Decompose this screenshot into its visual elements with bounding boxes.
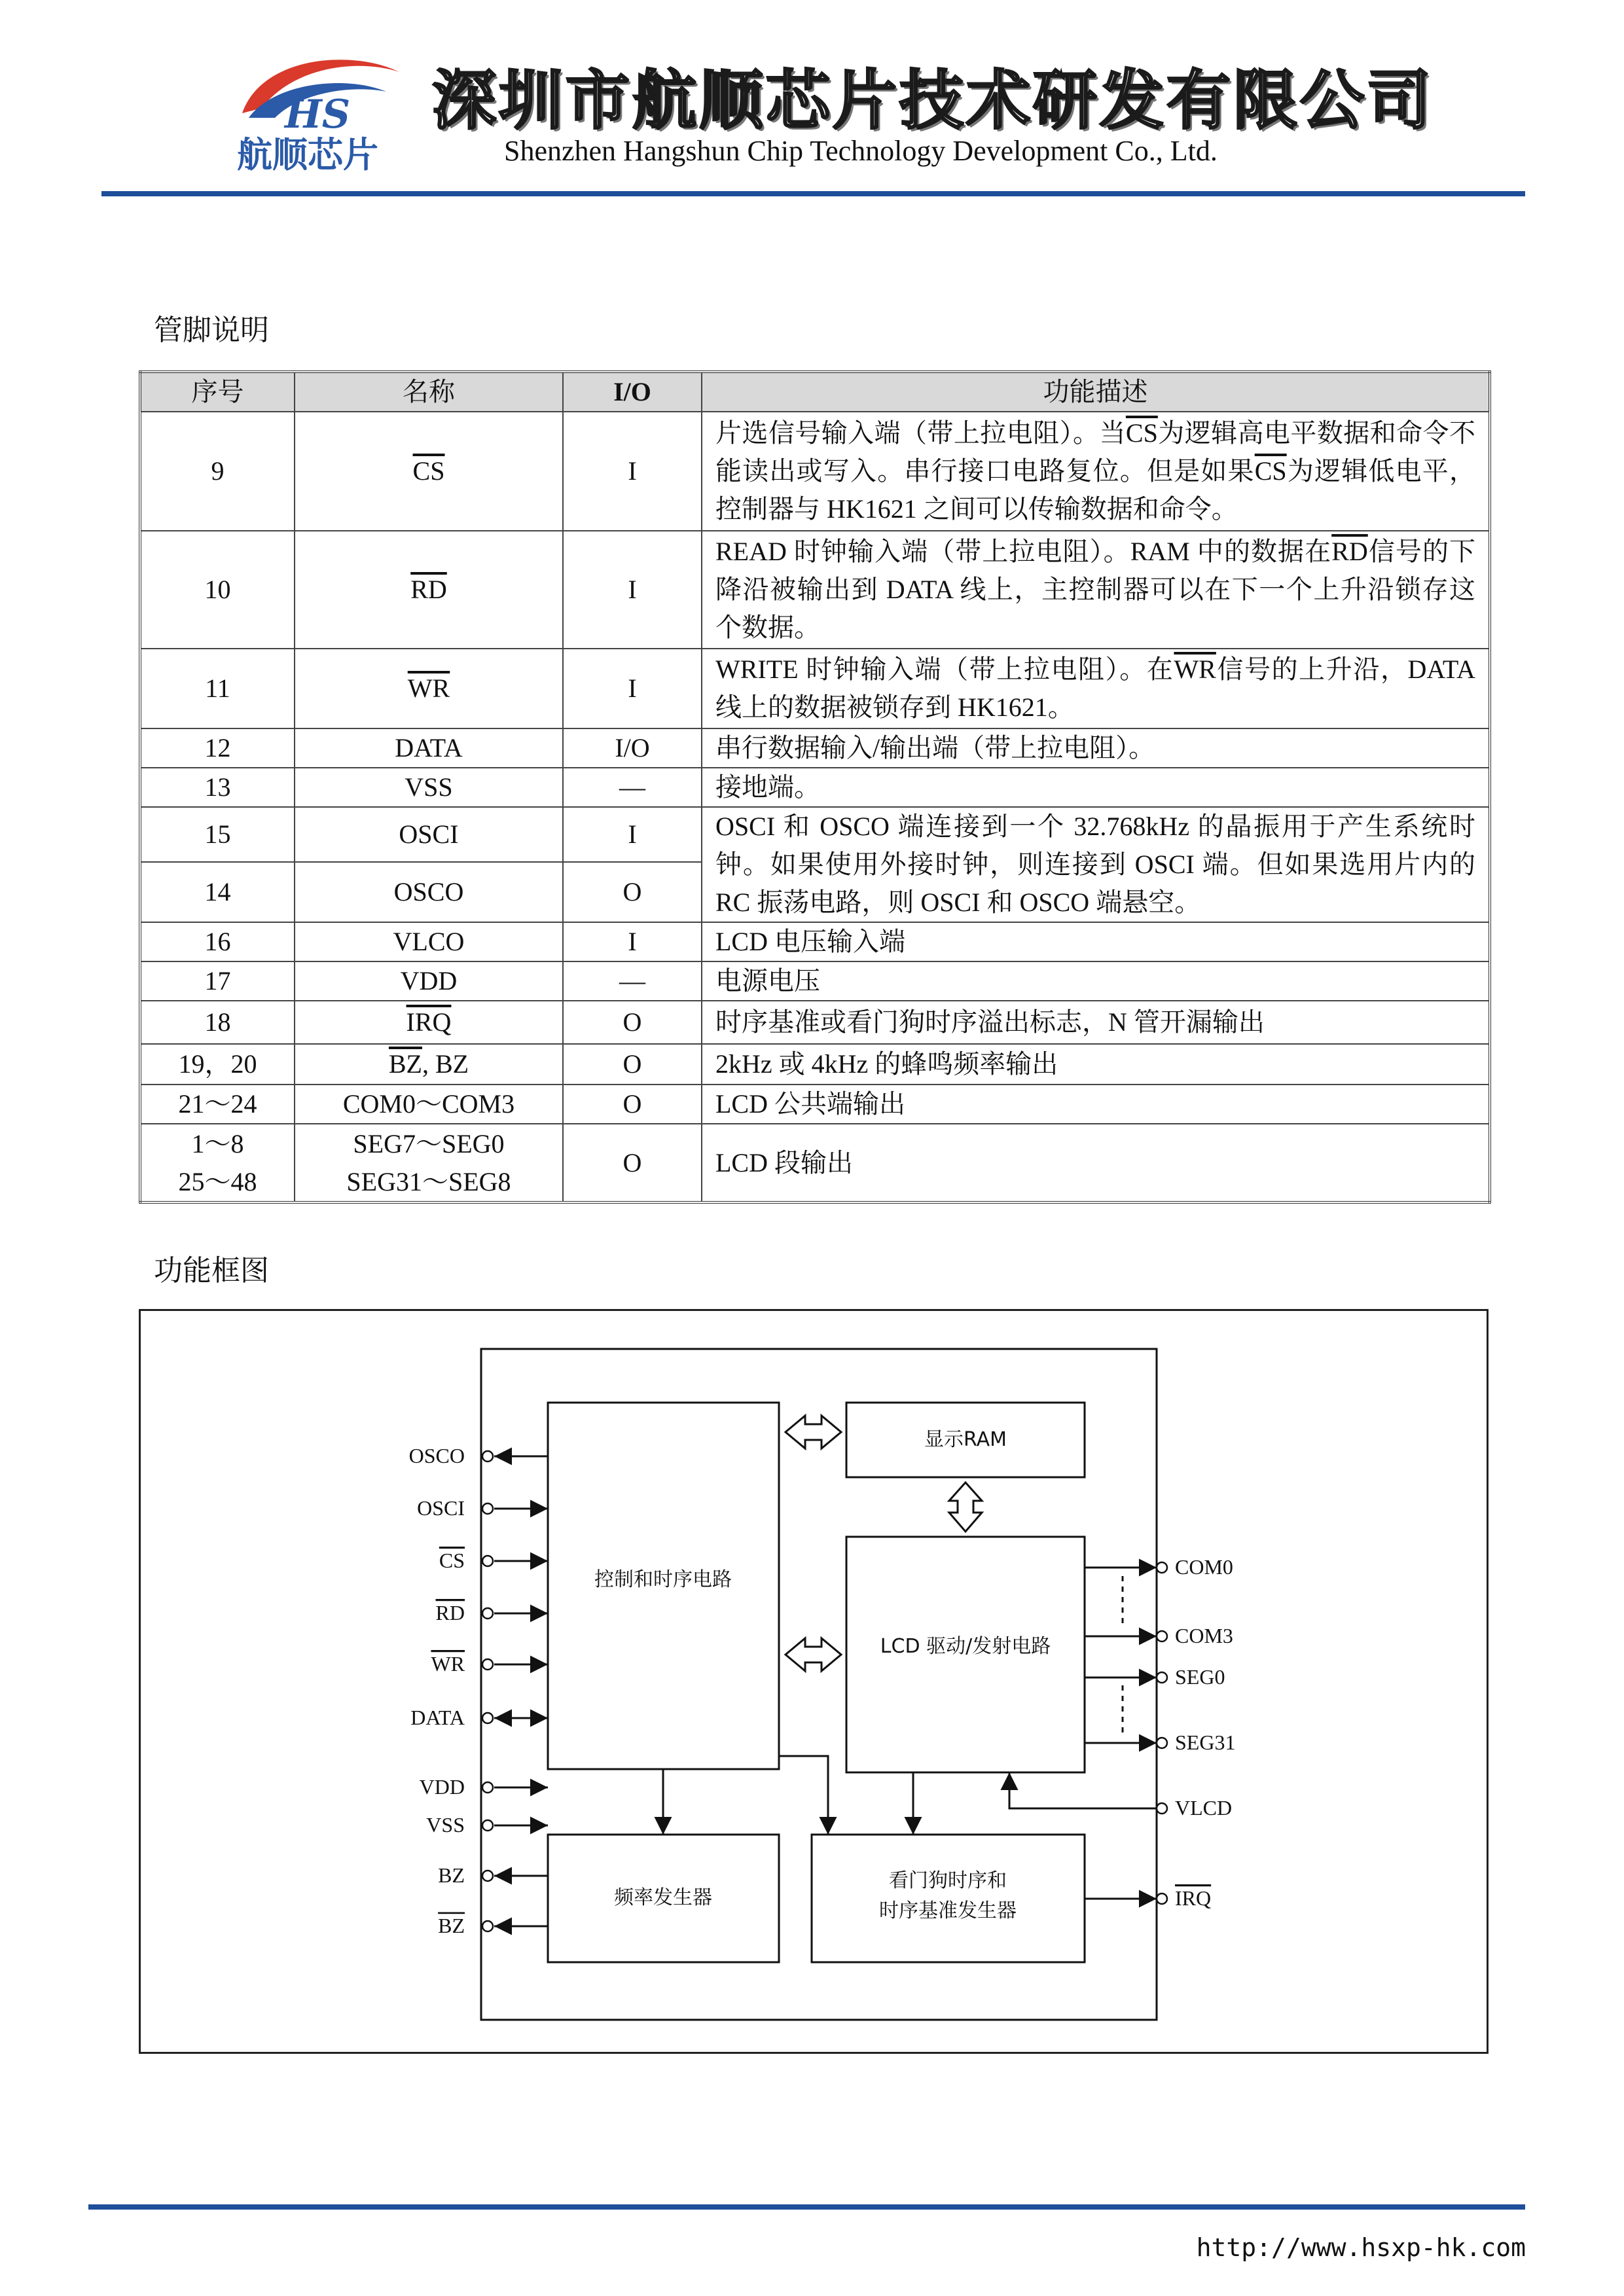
diagram-section-title: 功能框图 [154, 1254, 269, 1287]
pin-description: 串行数据输入/输出端（带上拉电阻）。 [702, 728, 1490, 768]
pin-name: VLCO [295, 922, 563, 961]
table-row [140, 412, 1490, 531]
pin-number: 13 [140, 768, 295, 807]
pin-number: 10 [140, 531, 295, 649]
pin-io: I/O [563, 728, 702, 768]
footer-rule [88, 2204, 1525, 2210]
pin-name: VSS [295, 768, 563, 807]
table-row [140, 531, 1490, 649]
ram-lcd-bus-icon [949, 1482, 982, 1532]
frequency-generator-label: 频率发生器 [614, 1886, 712, 1909]
pin-label-bz: BZ [438, 1863, 465, 1887]
pin-number: 9 [140, 412, 295, 531]
pin-label-osco: OSCO [408, 1444, 465, 1467]
pin-name: COM0～COM3 [295, 1085, 563, 1124]
pin-number: 19，20 [140, 1044, 295, 1085]
pin-description: 电源电压 [702, 961, 1490, 1001]
pin-name: OSCI [295, 807, 563, 862]
watchdog-label-line1: 看门狗时序和 [889, 1869, 1007, 1892]
pin-table [139, 370, 1491, 1204]
pin-label-seg31: SEG31 [1175, 1731, 1236, 1754]
chip-outline [481, 1349, 1157, 2020]
company-name-cn: 深圳市航顺芯片技术研发有限公司 [432, 63, 1434, 138]
table-row [140, 1001, 1490, 1044]
pin-description: LCD 段输出 [702, 1124, 1490, 1202]
pin-io: O [563, 1001, 702, 1044]
pin-section-title: 管脚说明 [154, 314, 269, 347]
company-logo [223, 36, 419, 173]
pin-label-vss: VSS [426, 1813, 465, 1837]
pin-name: OSCO [295, 862, 563, 922]
pin-name: VDD [295, 961, 563, 1001]
pin-name: SEG7～SEG0 SEG31～SEG8 [295, 1124, 563, 1202]
company-name-en: Shenzhen Hangshun Chip Technology Development Co., Ltd. [504, 135, 1218, 167]
column-header: 序号 [140, 372, 295, 412]
pin-io: I [563, 922, 702, 961]
pin-number: 14 [140, 862, 295, 922]
pin-description: 时序基准或看门狗时序溢出标志，N 管开漏输出 [702, 1001, 1490, 1044]
pin-description: 2kHz 或 4kHz 的蜂鸣频率输出 [702, 1044, 1490, 1085]
pin-label-bz-bar: BZ [438, 1914, 465, 1937]
block-diagram [139, 1309, 1489, 2054]
pin-io: I [563, 649, 702, 728]
pin-name: $\overline{IRQ}$ [406, 1007, 452, 1037]
pin-description: READ 时钟输入端（带上拉电阻）。RAM 中的数据在$\overline{RD}$信号的下降沿被输出到 DATA 线上，主控制器可以在下一个上升沿锁存这个数据。 [702, 531, 1490, 649]
table-row [140, 768, 1490, 807]
pin-number: 18 [140, 1001, 295, 1044]
pin-label-seg0: SEG0 [1175, 1665, 1225, 1689]
pin-io: O [563, 1124, 702, 1202]
pin-number: 16 [140, 922, 295, 961]
pin-name: DATA [295, 728, 563, 768]
pin-label-com3: COM3 [1175, 1624, 1233, 1647]
pin-io: O [563, 862, 702, 922]
pin-label-cs: CS [439, 1549, 465, 1572]
table-row [140, 1044, 1490, 1085]
pin-label-osci: OSCI [417, 1496, 465, 1520]
pin-number: 15 [140, 807, 295, 862]
watchdog-label-line2: 时序基准发生器 [879, 1899, 1017, 1922]
control-timing-label: 控制和时序电路 [594, 1568, 732, 1591]
pin-label-com0: COM0 [1175, 1555, 1233, 1579]
table-row [140, 922, 1490, 961]
pin-number: 12 [140, 728, 295, 768]
lcd-control-bus-icon [785, 1638, 841, 1671]
logo-text: 航顺芯片 [237, 134, 378, 173]
pin-label-rd: RD [435, 1601, 465, 1624]
pin-description: WRITE 时钟输入端（带上拉电阻）。在$\overline{WR}$信号的上升沿，DATA 线上的数据被锁存到 HK1621。 [702, 649, 1490, 728]
pin-io: I [563, 412, 702, 531]
pin-name: $\overline{RD}$ [410, 575, 447, 604]
table-row [140, 1124, 1490, 1202]
display-ram-label: 显示RAM [924, 1428, 1007, 1451]
pin-io: — [563, 768, 702, 807]
pin-number: 1～8 25～48 [140, 1124, 295, 1202]
pin-label-vlcd: VLCD [1175, 1796, 1233, 1820]
column-header: 功能描述 [702, 372, 1490, 412]
pin-description: LCD 公共端输出 [702, 1085, 1490, 1124]
pin-number: 11 [140, 649, 295, 728]
logo-mark-icon [223, 36, 419, 173]
pin-description: LCD 电压输入端 [702, 922, 1490, 961]
lcd-driver-label: LCD 驱动/发射电路 [880, 1635, 1051, 1658]
table-row [140, 961, 1490, 1001]
pin-io: I [563, 807, 702, 862]
table-row [140, 1085, 1490, 1124]
pin-label-irq: IRQ [1175, 1886, 1212, 1910]
pin-description: OSCI 和 OSCO 端连接到一个 32.768kHz 的晶振用于产生系统时钟。如果使用外接时钟，则连接到 OSCI 端。但如果选用片内的 RC 振荡电路，则 OSCI 和 OSCO 端悬空。 [702, 807, 1490, 922]
table-header-row [140, 372, 1490, 412]
pin-io: O [563, 1044, 702, 1085]
pin-io: — [563, 961, 702, 1001]
table-row [140, 728, 1490, 768]
pin-label-wr: WR [431, 1652, 465, 1676]
ram-control-bus-icon [785, 1416, 841, 1448]
pin-number: 21～24 [140, 1085, 295, 1124]
table-row [140, 649, 1490, 728]
table-row [140, 807, 1490, 862]
pin-name: $\overline{WR}$ [407, 673, 450, 703]
pin-description: 接地端。 [702, 768, 1490, 807]
pin-name: $\overline{BZ}$, BZ [295, 1044, 563, 1085]
pin-io: I [563, 531, 702, 649]
column-header: 名称 [295, 372, 563, 412]
logo-mark-text: HS [285, 92, 351, 137]
pin-label-vdd: VDD [419, 1775, 465, 1799]
footer-url: http://www.hsxp-hk.com [1196, 2233, 1526, 2262]
block-diagram-svg [141, 1311, 1490, 2056]
pin-description: 片选信号输入端（带上拉电阻）。当$\overline{CS}$为逻辑高电平数据和命令不能读出或写入。串行接口电路复位。但是如果$\overline{CS}$为逻辑低电平，控制器与 HK1621 之间可以传输数据和命令。 [702, 412, 1490, 531]
pin-number: 17 [140, 961, 295, 1001]
watchdog-block [812, 1835, 1085, 1962]
pin-name: $\overline{CS}$ [412, 456, 445, 486]
pin-io: O [563, 1085, 702, 1124]
pin-label-data: DATA [410, 1706, 465, 1729]
column-header: I/O [563, 372, 702, 412]
header-rule [101, 191, 1525, 196]
